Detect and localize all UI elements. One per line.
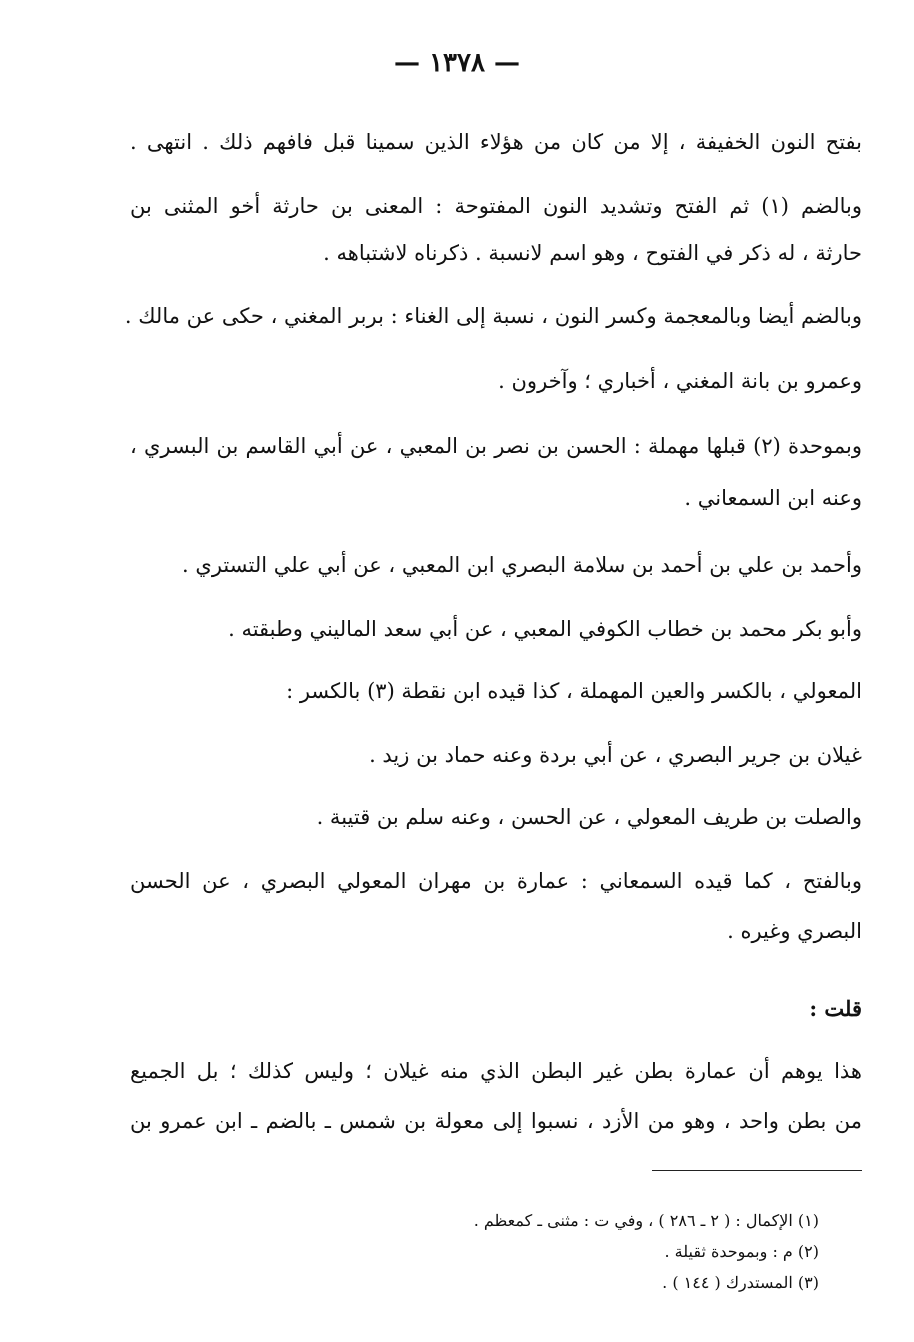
text-line: بفتح النون الخفيفة ، إلا من كان من هؤلاء الذين سمينا قبل فافهم ذلك . انتهى .: [130, 130, 862, 154]
section-heading: قلت :: [809, 996, 862, 1021]
text-line: من بطن واحد ، وهو من الأزد ، نسبوا إلى معولة بن شمس ـ بالضم ـ ابن عمرو بن: [130, 1109, 862, 1133]
text-line: وبالضم (١) ثم الفتح وتشديد النون المفتوحة : المعنى بن حارثة أخو المثنى بن: [130, 194, 862, 218]
text-line: غيلان بن جرير البصري ، عن أبي بردة وعنه حماد بن زيد .: [369, 743, 862, 767]
text-line: وبالفتح ، كما قيده السمعاني : عمارة بن مهران المعولي البصري ، عن الحسن: [130, 869, 862, 893]
footnote-divider: [652, 1170, 862, 1171]
text-line: وبموحدة (٢) قبلها مهملة : الحسن بن نصر بن المعبي ، عن أبي القاسم بن البسري ،: [130, 434, 862, 458]
text-line: وعمرو بن بانة المغني ، أخباري ؛ وآخرون .: [498, 369, 862, 393]
text-line: والصلت بن طريف المعولي ، عن الحسن ، وعنه سلم بن قتيبة .: [316, 805, 862, 829]
text-line: وعنه ابن السمعاني .: [684, 486, 862, 510]
text-line: المعولي ، بالكسر والعين المهملة ، كذا قيده ابن نقطة (٣) بالكسر :: [286, 679, 862, 703]
text-line: هذا يوهم أن عمارة بطن غير البطن الذي منه غيلان ؛ وليس كذلك ؛ بل الجميع: [130, 1059, 862, 1083]
text-line: حارثة ، له ذكر في الفتوح ، وهو اسم لانسبة . ذكرناه لاشتباهه .: [323, 241, 862, 265]
page-number: — ١٣٧٨ —: [394, 48, 520, 78]
text-line: وبالضم أيضا وبالمعجمة وكسر النون ، نسبة إلى الغناء : بربر المغني ، حكى عن مالك .: [124, 304, 862, 328]
footnote: (٣) المستدرك ( ١٤٤ ) .: [662, 1273, 819, 1292]
text-line: وأبو بكر محمد بن خطاب الكوفي المعبي ، عن أبي سعد الماليني وطبقته .: [228, 617, 862, 641]
footnote: (٢) م : وبموحدة ثقيلة .: [664, 1242, 819, 1261]
text-line: البصري وغيره .: [727, 919, 862, 943]
text-line: وأحمد بن علي بن أحمد بن سلامة البصري ابن المعبي ، عن أبي علي التستري .: [182, 553, 862, 577]
footnote: (١) الإكمال : ( ٢ ـ ٢٨٦ ) ، وفي ت : مثنى ـ كمعظم .: [473, 1211, 819, 1230]
